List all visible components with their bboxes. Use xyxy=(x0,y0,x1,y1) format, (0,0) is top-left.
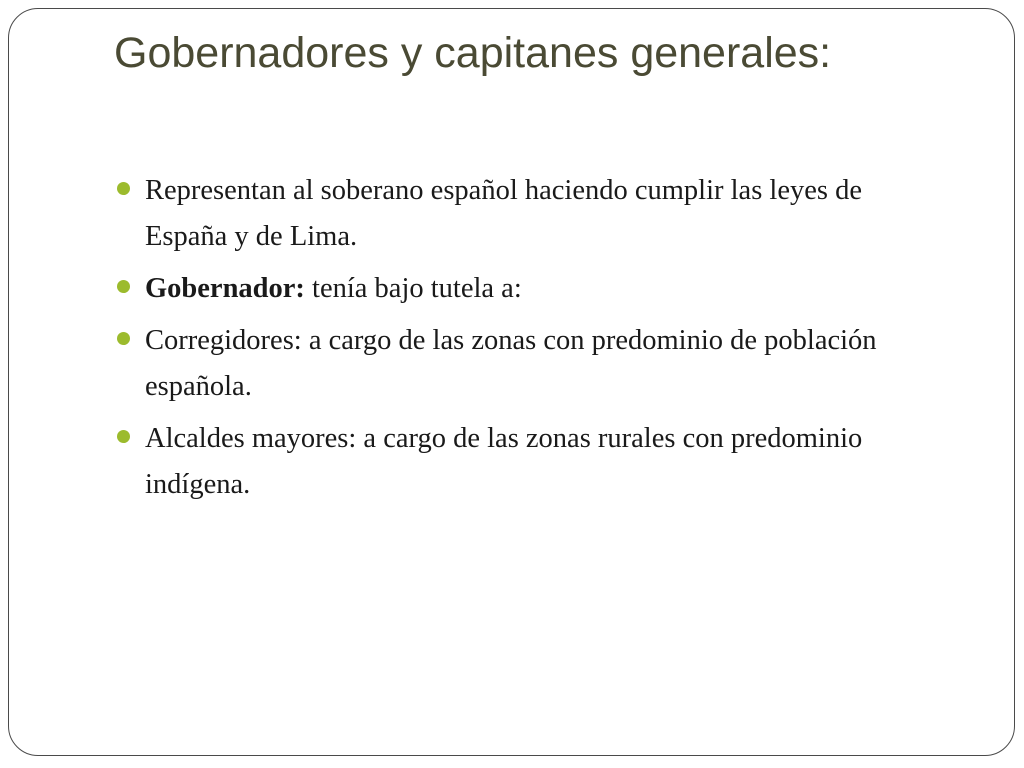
bullet-dot-icon xyxy=(117,182,130,195)
list-item xyxy=(114,266,944,312)
list-item xyxy=(114,168,944,260)
bullet-lead: Gobernador: xyxy=(145,273,305,304)
bullet-dot-icon xyxy=(117,332,130,345)
slide-title: Gobernadores y capitanes generales: xyxy=(114,29,832,77)
list-item xyxy=(114,318,944,410)
bullet-list xyxy=(114,168,944,514)
bullet-dot-icon xyxy=(117,430,130,443)
bullet-text: tenía bajo tutela a: xyxy=(304,273,522,304)
bullet-text: Alcaldes mayores: a cargo de las zonas rurales con predominio indígena. xyxy=(145,423,863,500)
bullet-text: Representan al soberano español haciendo cumplir las leyes de España y de Lima. xyxy=(145,175,862,252)
bullet-text: Corregidores: a cargo de las zonas con predominio de población española. xyxy=(145,325,877,402)
bullet-dot-icon xyxy=(117,280,130,293)
list-item xyxy=(114,416,944,508)
